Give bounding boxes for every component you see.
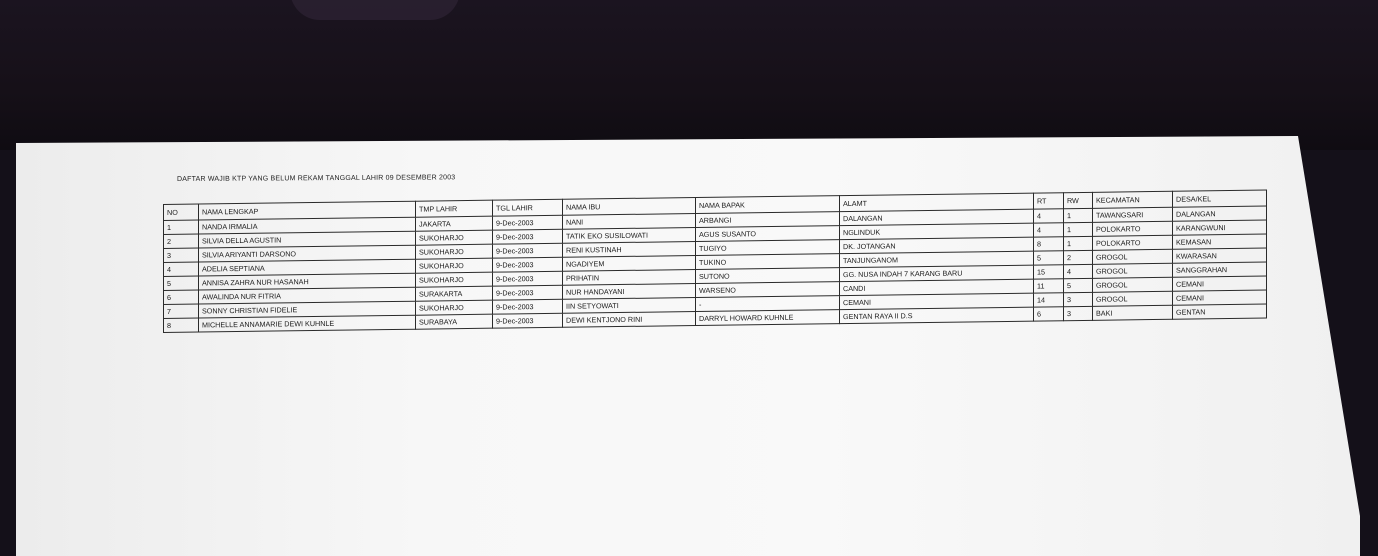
cell-tgl-lahir: 9-Dec-2003	[493, 257, 563, 272]
cell-nama-ibu: PRIHATIN	[563, 270, 696, 286]
background-object	[290, 0, 460, 20]
cell-rw: 3	[1064, 306, 1093, 320]
cell-nama-bapak: SUTONO	[696, 268, 840, 284]
header-nama-ibu: NAMA IBU	[563, 198, 696, 216]
cell-kecamatan: BAKI	[1093, 305, 1173, 320]
cell-nama-ibu: DEWI KENTJONO RINI	[563, 312, 696, 328]
cell-desa-kel: KEMASAN	[1173, 234, 1267, 249]
cell-tgl-lahir: 9-Dec-2003	[493, 271, 563, 286]
cell-alamat: NGLINDUK	[840, 223, 1034, 240]
cell-alamat: CEMANI	[840, 293, 1034, 310]
cell-kecamatan: GROGOL	[1093, 277, 1173, 292]
cell-tmp-lahir: SUKOHARJO	[416, 272, 493, 287]
cell-rt: 11	[1034, 279, 1064, 293]
cell-tmp-lahir: SURABAYA	[416, 314, 493, 329]
cell-tgl-lahir: 9-Dec-2003	[493, 313, 563, 328]
cell-alamat: TANJUNGANOM	[840, 251, 1034, 268]
cell-alamat: DALANGAN	[840, 209, 1034, 226]
cell-desa-kel: CEMANI	[1173, 290, 1267, 305]
cell-rw: 1	[1064, 222, 1093, 236]
cell-rt: 14	[1034, 293, 1064, 307]
cell-desa-kel: KARANGWUNI	[1173, 220, 1267, 235]
cell-nama-lengkap: MICHELLE ANNAMARIE DEWI KUHNLE	[199, 315, 416, 332]
cell-nama-bapak: AGUS SUSANTO	[696, 226, 840, 242]
cell-tmp-lahir: SUKOHARJO	[416, 258, 493, 273]
cell-tgl-lahir: 9-Dec-2003	[493, 229, 563, 244]
header-tmp-lahir: TMP LAHIR	[416, 200, 493, 217]
cell-nama-ibu: IIN SETYOWATI	[563, 298, 696, 314]
cell-no: 5	[164, 276, 199, 290]
cell-no: 7	[164, 304, 199, 318]
cell-desa-kel: DALANGAN	[1173, 206, 1267, 221]
cell-rt: 15	[1034, 265, 1064, 279]
cell-nama-ibu: NGADIYEM	[563, 256, 696, 272]
cell-kecamatan: GROGOL	[1093, 291, 1173, 306]
cell-tmp-lahir: JAKARTA	[416, 216, 493, 231]
cell-no: 2	[164, 234, 199, 248]
cell-no: 4	[164, 262, 199, 276]
cell-no: 3	[164, 248, 199, 262]
header-desa-kel: DESA/KEL	[1173, 190, 1267, 207]
cell-tgl-lahir: 9-Dec-2003	[493, 215, 563, 230]
document-title: DAFTAR WAJIB KTP YANG BELUM REKAM TANGGAL LAHIR 09 DESEMBER 2003	[177, 174, 456, 183]
cell-desa-kel: GENTAN	[1173, 304, 1267, 319]
cell-rt: 5	[1034, 251, 1064, 265]
cell-rt: 8	[1034, 237, 1064, 251]
cell-nama-bapak: TUKINO	[696, 254, 840, 270]
cell-tgl-lahir: 9-Dec-2003	[493, 299, 563, 314]
cell-rw: 5	[1064, 278, 1093, 292]
header-rw: RW	[1064, 192, 1093, 208]
ktp-table	[163, 190, 1267, 333]
cell-desa-kel: KWARASAN	[1173, 248, 1267, 263]
cell-nama-ibu: RENI KUSTINAH	[563, 242, 696, 258]
header-nama-lengkap: NAMA LENGKAP	[199, 201, 416, 220]
cell-nama-bapak: WARSENO	[696, 282, 840, 298]
header-alamat: ALAMT	[840, 193, 1034, 212]
cell-kecamatan: POLOKARTO	[1093, 235, 1173, 250]
header-nama-bapak: NAMA BAPAK	[696, 196, 840, 214]
cell-no: 6	[164, 290, 199, 304]
cell-rt: 6	[1034, 307, 1064, 321]
cell-nama-lengkap: AWALINDA NUR FITRIA	[199, 287, 416, 304]
header-rt: RT	[1034, 193, 1064, 209]
cell-alamat: DK. JOTANGAN	[840, 237, 1034, 254]
cell-rt: 4	[1034, 223, 1064, 237]
cell-tmp-lahir: SUKOHARJO	[416, 300, 493, 315]
header-tgl-lahir: TGL LAHIR	[493, 199, 563, 216]
cell-no: 8	[164, 318, 199, 332]
cell-kecamatan: GROGOL	[1093, 263, 1173, 278]
cell-kecamatan: POLOKARTO	[1093, 221, 1173, 236]
cell-nama-ibu: NUR HANDAYANI	[563, 284, 696, 300]
cell-nama-bapak: -	[696, 296, 840, 312]
cell-nama-ibu: TATIK EKO SUSILOWATI	[563, 228, 696, 244]
cell-rw: 2	[1064, 250, 1093, 264]
cell-nama-bapak: DARRYL HOWARD KUHNLE	[696, 310, 840, 326]
cell-nama-lengkap: SONNY CHRISTIAN FIDELIE	[199, 301, 416, 318]
cell-rw: 1	[1064, 236, 1093, 250]
cell-nama-ibu: NANI	[563, 214, 696, 230]
cell-rt: 4	[1034, 209, 1064, 223]
cell-tgl-lahir: 9-Dec-2003	[493, 243, 563, 258]
cell-nama-lengkap: SILVIA ARIYANTI DARSONO	[199, 245, 416, 262]
cell-alamat: GENTAN RAYA II D.S	[840, 307, 1034, 324]
cell-nama-bapak: ARBANGI	[696, 212, 840, 228]
cell-desa-kel: CEMANI	[1173, 276, 1267, 291]
cell-nama-bapak: TUGIYO	[696, 240, 840, 256]
cell-tgl-lahir: 9-Dec-2003	[493, 285, 563, 300]
cell-nama-lengkap: ADELIA SEPTIANA	[199, 259, 416, 276]
cell-desa-kel: SANGGRAHAN	[1173, 262, 1267, 277]
cell-tmp-lahir: SUKOHARJO	[416, 244, 493, 259]
cell-tmp-lahir: SURAKARTA	[416, 286, 493, 301]
cell-alamat: GG. NUSA INDAH 7 KARANG BARU	[840, 265, 1034, 282]
cell-rw: 4	[1064, 264, 1093, 278]
cell-kecamatan: GROGOL	[1093, 249, 1173, 264]
cell-nama-lengkap: NANDA IRMALIA	[199, 217, 416, 234]
header-kecamatan: KECAMATAN	[1093, 191, 1173, 208]
cell-kecamatan: TAWANGSARI	[1093, 207, 1173, 222]
cell-rw: 1	[1064, 208, 1093, 222]
header-no: NO	[164, 204, 199, 220]
cell-alamat: CANDI	[840, 279, 1034, 296]
cell-nama-lengkap: SILVIA DELLA AGUSTIN	[199, 231, 416, 248]
cell-rw: 3	[1064, 292, 1093, 306]
cell-nama-lengkap: ANNISA ZAHRA NUR HASANAH	[199, 273, 416, 290]
cell-tmp-lahir: SUKOHARJO	[416, 230, 493, 245]
background	[0, 0, 1378, 150]
cell-no: 1	[164, 220, 199, 234]
table-container	[163, 190, 1267, 333]
